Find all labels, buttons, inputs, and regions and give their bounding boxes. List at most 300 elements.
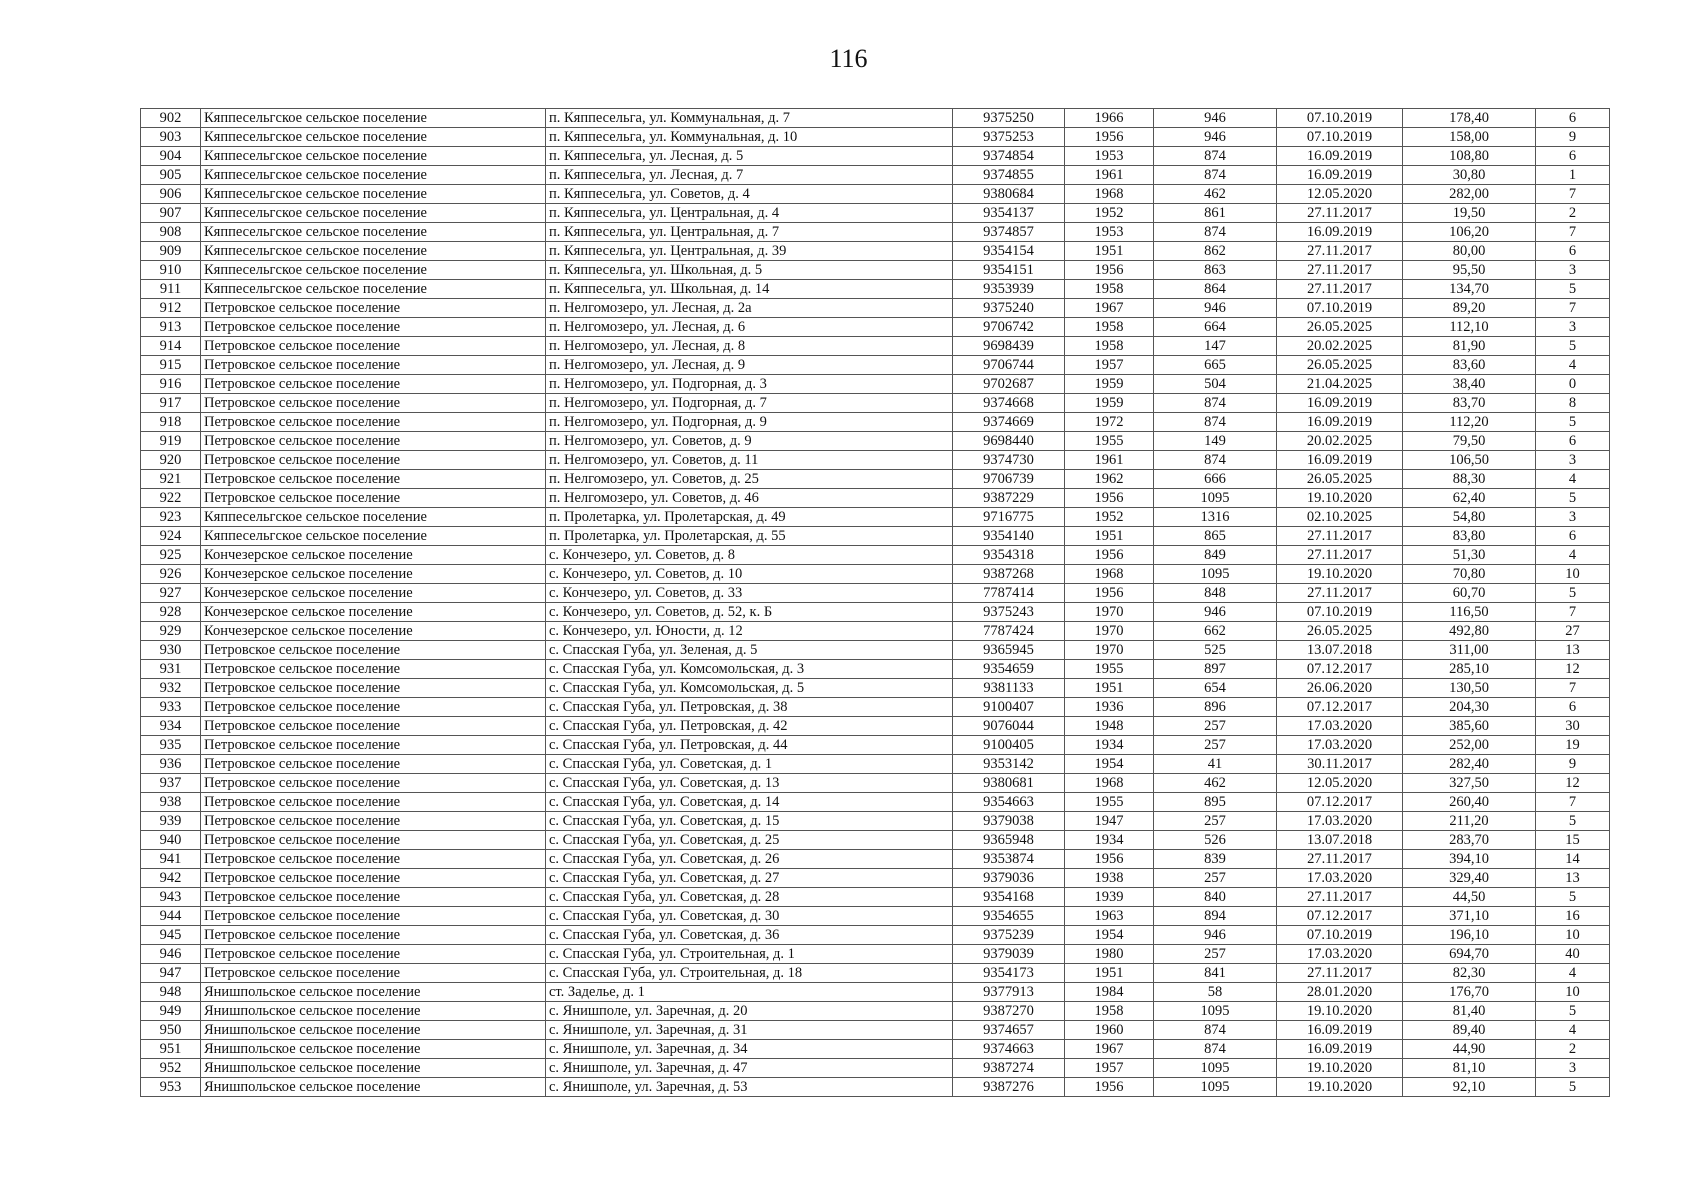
cell-year-built: 1956 [1065, 489, 1154, 508]
cell-doc-number: 257 [1154, 945, 1277, 964]
table-row [141, 375, 1610, 394]
cell-settlement: Петровское сельское поселение [201, 736, 546, 755]
cell-row-number: 938 [141, 793, 201, 812]
cell-year-built: 1956 [1065, 1078, 1154, 1097]
cell-area: 44,50 [1403, 888, 1536, 907]
cell-doc-number: 841 [1154, 964, 1277, 983]
cell-doc-number: 874 [1154, 1021, 1277, 1040]
cell-doc-date: 16.09.2019 [1277, 147, 1403, 166]
cell-residents: 14 [1536, 850, 1610, 869]
cell-year-built: 1962 [1065, 470, 1154, 489]
cell-residents: 5 [1536, 888, 1610, 907]
cell-doc-date: 16.09.2019 [1277, 413, 1403, 432]
cell-year-built: 1956 [1065, 261, 1154, 280]
cell-row-number: 948 [141, 983, 201, 1002]
cell-row-number: 942 [141, 869, 201, 888]
cell-settlement: Петровское сельское поселение [201, 375, 546, 394]
cell-year-built: 1951 [1065, 964, 1154, 983]
cell-address: с. Спасская Губа, ул. Советская, д. 28 [546, 888, 953, 907]
cell-area: 282,40 [1403, 755, 1536, 774]
cell-area: 70,80 [1403, 565, 1536, 584]
cell-year-built: 1951 [1065, 527, 1154, 546]
cell-residents: 3 [1536, 451, 1610, 470]
cell-residents: 5 [1536, 280, 1610, 299]
cell-settlement: Петровское сельское поселение [201, 641, 546, 660]
cell-area: 311,00 [1403, 641, 1536, 660]
cell-object-id: 9381133 [953, 679, 1065, 698]
cell-row-number: 937 [141, 774, 201, 793]
cell-year-built: 1956 [1065, 546, 1154, 565]
cell-row-number: 911 [141, 280, 201, 299]
cell-year-built: 1967 [1065, 299, 1154, 318]
cell-area: 492,80 [1403, 622, 1536, 641]
cell-residents: 12 [1536, 660, 1610, 679]
cell-settlement: Кончезерское сельское поселение [201, 546, 546, 565]
table-row [141, 242, 1610, 261]
cell-row-number: 902 [141, 109, 201, 128]
cell-address: п. Нелгомозеро, ул. Советов, д. 9 [546, 432, 953, 451]
cell-residents: 30 [1536, 717, 1610, 736]
cell-address: п. Кяппесельга, ул. Советов, д. 4 [546, 185, 953, 204]
table-row [141, 166, 1610, 185]
cell-doc-date: 19.10.2020 [1277, 565, 1403, 584]
cell-row-number: 941 [141, 850, 201, 869]
cell-residents: 27 [1536, 622, 1610, 641]
table-row [141, 337, 1610, 356]
cell-doc-number: 665 [1154, 356, 1277, 375]
table-row [141, 793, 1610, 812]
cell-year-built: 1958 [1065, 1002, 1154, 1021]
cell-object-id: 9365948 [953, 831, 1065, 850]
cell-row-number: 923 [141, 508, 201, 527]
cell-address: п. Нелгомозеро, ул. Советов, д. 46 [546, 489, 953, 508]
table-row [141, 451, 1610, 470]
cell-area: 158,00 [1403, 128, 1536, 147]
cell-row-number: 913 [141, 318, 201, 337]
cell-area: 81,10 [1403, 1059, 1536, 1078]
cell-residents: 6 [1536, 432, 1610, 451]
cell-address: п. Кяппесельга, ул. Центральная, д. 7 [546, 223, 953, 242]
cell-row-number: 933 [141, 698, 201, 717]
cell-area: 88,30 [1403, 470, 1536, 489]
cell-doc-date: 07.12.2017 [1277, 907, 1403, 926]
cell-area: 44,90 [1403, 1040, 1536, 1059]
cell-address: с. Спасская Губа, ул. Комсомольская, д. 5 [546, 679, 953, 698]
cell-year-built: 1959 [1065, 394, 1154, 413]
cell-object-id: 9706742 [953, 318, 1065, 337]
cell-settlement: Петровское сельское поселение [201, 413, 546, 432]
cell-object-id: 9354137 [953, 204, 1065, 223]
cell-year-built: 1951 [1065, 242, 1154, 261]
cell-area: 130,50 [1403, 679, 1536, 698]
cell-doc-date: 27.11.2017 [1277, 888, 1403, 907]
table-row [141, 679, 1610, 698]
page-number: 116 [829, 44, 868, 73]
table-row [141, 660, 1610, 679]
cell-year-built: 1958 [1065, 280, 1154, 299]
cell-object-id: 9387229 [953, 489, 1065, 508]
table-row [141, 698, 1610, 717]
cell-address: п. Кяппесельга, ул. Центральная, д. 4 [546, 204, 953, 223]
table-row [141, 831, 1610, 850]
cell-settlement: Янишпольское сельское поселение [201, 1040, 546, 1059]
cell-settlement: Петровское сельское поселение [201, 698, 546, 717]
cell-row-number: 947 [141, 964, 201, 983]
cell-area: 81,40 [1403, 1002, 1536, 1021]
cell-row-number: 910 [141, 261, 201, 280]
table-row [141, 888, 1610, 907]
cell-doc-date: 27.11.2017 [1277, 527, 1403, 546]
cell-settlement: Кончезерское сельское поселение [201, 622, 546, 641]
cell-row-number: 952 [141, 1059, 201, 1078]
cell-year-built: 1970 [1065, 641, 1154, 660]
cell-doc-number: 946 [1154, 299, 1277, 318]
cell-area: 83,80 [1403, 527, 1536, 546]
cell-area: 211,20 [1403, 812, 1536, 831]
table-row [141, 717, 1610, 736]
cell-area: 83,70 [1403, 394, 1536, 413]
cell-address: с. Янишполе, ул. Заречная, д. 31 [546, 1021, 953, 1040]
cell-settlement: Кяппесельгское сельское поселение [201, 128, 546, 147]
cell-address: п. Нелгомозеро, ул. Советов, д. 11 [546, 451, 953, 470]
cell-object-id: 7787424 [953, 622, 1065, 641]
table-body [141, 109, 1610, 1097]
cell-address: с. Спасская Губа, ул. Петровская, д. 44 [546, 736, 953, 755]
cell-doc-date: 13.07.2018 [1277, 641, 1403, 660]
cell-object-id: 9100407 [953, 698, 1065, 717]
cell-year-built: 1947 [1065, 812, 1154, 831]
cell-year-built: 1951 [1065, 679, 1154, 698]
cell-year-built: 1952 [1065, 508, 1154, 527]
cell-residents: 7 [1536, 679, 1610, 698]
cell-residents: 5 [1536, 337, 1610, 356]
cell-year-built: 1968 [1065, 565, 1154, 584]
cell-doc-date: 17.03.2020 [1277, 736, 1403, 755]
cell-address: с. Янишполе, ул. Заречная, д. 53 [546, 1078, 953, 1097]
cell-residents: 5 [1536, 812, 1610, 831]
table-row [141, 850, 1610, 869]
cell-object-id: 9698440 [953, 432, 1065, 451]
cell-year-built: 1968 [1065, 774, 1154, 793]
cell-doc-number: 862 [1154, 242, 1277, 261]
cell-settlement: Кяппесельгское сельское поселение [201, 147, 546, 166]
cell-residents: 3 [1536, 508, 1610, 527]
cell-settlement: Петровское сельское поселение [201, 337, 546, 356]
cell-area: 51,30 [1403, 546, 1536, 565]
cell-settlement: Петровское сельское поселение [201, 318, 546, 337]
cell-address: с. Янишполе, ул. Заречная, д. 34 [546, 1040, 953, 1059]
cell-settlement: Кяппесельгское сельское поселение [201, 261, 546, 280]
cell-object-id: 9374668 [953, 394, 1065, 413]
cell-year-built: 1956 [1065, 584, 1154, 603]
cell-settlement: Петровское сельское поселение [201, 964, 546, 983]
table-row [141, 736, 1610, 755]
cell-address: п. Пролетарка, ул. Пролетарская, д. 55 [546, 527, 953, 546]
cell-year-built: 1952 [1065, 204, 1154, 223]
cell-doc-date: 27.11.2017 [1277, 546, 1403, 565]
cell-doc-number: 664 [1154, 318, 1277, 337]
cell-year-built: 1934 [1065, 831, 1154, 850]
cell-row-number: 926 [141, 565, 201, 584]
cell-doc-number: 848 [1154, 584, 1277, 603]
cell-row-number: 931 [141, 660, 201, 679]
cell-doc-date: 26.05.2025 [1277, 622, 1403, 641]
table-row [141, 565, 1610, 584]
cell-area: 327,50 [1403, 774, 1536, 793]
cell-settlement: Янишпольское сельское поселение [201, 1002, 546, 1021]
cell-address: с. Спасская Губа, ул. Советская, д. 25 [546, 831, 953, 850]
cell-row-number: 919 [141, 432, 201, 451]
cell-settlement: Кяппесельгское сельское поселение [201, 204, 546, 223]
cell-residents: 4 [1536, 1021, 1610, 1040]
cell-doc-number: 41 [1154, 755, 1277, 774]
cell-doc-date: 13.07.2018 [1277, 831, 1403, 850]
cell-row-number: 950 [141, 1021, 201, 1040]
cell-object-id: 9375243 [953, 603, 1065, 622]
cell-object-id: 7787414 [953, 584, 1065, 603]
cell-residents: 7 [1536, 223, 1610, 242]
cell-address: п. Кяппесельга, ул. Коммунальная, д. 10 [546, 128, 953, 147]
cell-residents: 15 [1536, 831, 1610, 850]
table-row [141, 394, 1610, 413]
cell-address: с. Спасская Губа, ул. Советская, д. 30 [546, 907, 953, 926]
cell-address: с. Кончезеро, ул. Юности, д. 12 [546, 622, 953, 641]
cell-object-id: 9374730 [953, 451, 1065, 470]
cell-settlement: Петровское сельское поселение [201, 660, 546, 679]
cell-settlement: Янишпольское сельское поселение [201, 1021, 546, 1040]
cell-doc-number: 526 [1154, 831, 1277, 850]
cell-year-built: 1970 [1065, 603, 1154, 622]
table-row [141, 299, 1610, 318]
cell-residents: 5 [1536, 413, 1610, 432]
cell-object-id: 9354140 [953, 527, 1065, 546]
cell-settlement: Петровское сельское поселение [201, 470, 546, 489]
cell-area: 116,50 [1403, 603, 1536, 622]
cell-residents: 5 [1536, 489, 1610, 508]
cell-residents: 9 [1536, 128, 1610, 147]
cell-object-id: 9374657 [953, 1021, 1065, 1040]
cell-area: 196,10 [1403, 926, 1536, 945]
cell-doc-number: 865 [1154, 527, 1277, 546]
cell-year-built: 1958 [1065, 337, 1154, 356]
cell-doc-date: 27.11.2017 [1277, 204, 1403, 223]
cell-settlement: Петровское сельское поселение [201, 717, 546, 736]
cell-doc-date: 27.11.2017 [1277, 584, 1403, 603]
cell-doc-number: 1095 [1154, 489, 1277, 508]
table-row [141, 204, 1610, 223]
table-row [141, 812, 1610, 831]
cell-address: с. Спасская Губа, ул. Строительная, д. 1 [546, 945, 953, 964]
cell-settlement: Петровское сельское поселение [201, 356, 546, 375]
cell-settlement: Кончезерское сельское поселение [201, 565, 546, 584]
table-row [141, 641, 1610, 660]
cell-area: 38,40 [1403, 375, 1536, 394]
cell-year-built: 1957 [1065, 1059, 1154, 1078]
cell-year-built: 1939 [1065, 888, 1154, 907]
cell-year-built: 1968 [1065, 185, 1154, 204]
cell-object-id: 9379039 [953, 945, 1065, 964]
table-row [141, 1059, 1610, 1078]
cell-year-built: 1963 [1065, 907, 1154, 926]
cell-row-number: 905 [141, 166, 201, 185]
cell-row-number: 917 [141, 394, 201, 413]
cell-year-built: 1984 [1065, 983, 1154, 1002]
cell-area: 106,20 [1403, 223, 1536, 242]
cell-row-number: 932 [141, 679, 201, 698]
cell-address: п. Нелгомозеро, ул. Подгорная, д. 3 [546, 375, 953, 394]
cell-doc-date: 26.05.2025 [1277, 318, 1403, 337]
cell-doc-number: 525 [1154, 641, 1277, 660]
cell-doc-date: 07.12.2017 [1277, 660, 1403, 679]
cell-row-number: 939 [141, 812, 201, 831]
table-row [141, 470, 1610, 489]
cell-residents: 4 [1536, 356, 1610, 375]
table-row [141, 356, 1610, 375]
cell-residents: 13 [1536, 641, 1610, 660]
cell-row-number: 907 [141, 204, 201, 223]
cell-row-number: 906 [141, 185, 201, 204]
table-row [141, 945, 1610, 964]
cell-address: п. Кяппесельга, ул. Коммунальная, д. 7 [546, 109, 953, 128]
cell-address: п. Нелгомозеро, ул. Лесная, д. 2а [546, 299, 953, 318]
table-row [141, 261, 1610, 280]
table-row [141, 280, 1610, 299]
cell-address: с. Спасская Губа, ул. Советская, д. 26 [546, 850, 953, 869]
table-row [141, 983, 1610, 1002]
cell-area: 252,00 [1403, 736, 1536, 755]
cell-object-id: 9706744 [953, 356, 1065, 375]
cell-residents: 0 [1536, 375, 1610, 394]
cell-year-built: 1961 [1065, 451, 1154, 470]
cell-address: с. Янишполе, ул. Заречная, д. 47 [546, 1059, 953, 1078]
cell-doc-number: 1095 [1154, 1002, 1277, 1021]
table-row [141, 1078, 1610, 1097]
cell-doc-date: 19.10.2020 [1277, 1078, 1403, 1097]
cell-residents: 5 [1536, 584, 1610, 603]
cell-settlement: Петровское сельское поселение [201, 945, 546, 964]
cell-row-number: 929 [141, 622, 201, 641]
table-row [141, 1021, 1610, 1040]
cell-address: с. Спасская Губа, ул. Советская, д. 14 [546, 793, 953, 812]
cell-settlement: Петровское сельское поселение [201, 432, 546, 451]
cell-area: 79,50 [1403, 432, 1536, 451]
cell-doc-number: 874 [1154, 451, 1277, 470]
cell-address: с. Янишполе, ул. Заречная, д. 20 [546, 1002, 953, 1021]
cell-settlement: Кончезерское сельское поселение [201, 603, 546, 622]
housing-register-table [140, 108, 1610, 1097]
cell-year-built: 1934 [1065, 736, 1154, 755]
cell-doc-number: 946 [1154, 128, 1277, 147]
cell-row-number: 949 [141, 1002, 201, 1021]
cell-address: с. Кончезеро, ул. Советов, д. 8 [546, 546, 953, 565]
cell-doc-date: 26.06.2020 [1277, 679, 1403, 698]
cell-year-built: 1972 [1065, 413, 1154, 432]
cell-doc-number: 662 [1154, 622, 1277, 641]
cell-doc-number: 896 [1154, 698, 1277, 717]
cell-doc-date: 20.02.2025 [1277, 432, 1403, 451]
table-row [141, 907, 1610, 926]
cell-year-built: 1960 [1065, 1021, 1154, 1040]
cell-year-built: 1938 [1065, 869, 1154, 888]
cell-address: с. Спасская Губа, ул. Советская, д. 36 [546, 926, 953, 945]
table-row [141, 622, 1610, 641]
cell-area: 176,70 [1403, 983, 1536, 1002]
cell-row-number: 935 [141, 736, 201, 755]
cell-doc-date: 27.11.2017 [1277, 850, 1403, 869]
cell-address: с. Кончезеро, ул. Советов, д. 10 [546, 565, 953, 584]
cell-year-built: 1956 [1065, 128, 1154, 147]
cell-doc-date: 07.10.2019 [1277, 109, 1403, 128]
cell-area: 106,50 [1403, 451, 1536, 470]
cell-doc-number: 149 [1154, 432, 1277, 451]
cell-row-number: 930 [141, 641, 201, 660]
table-row [141, 109, 1610, 128]
cell-object-id: 9706739 [953, 470, 1065, 489]
cell-object-id: 9365945 [953, 641, 1065, 660]
cell-settlement: Петровское сельское поселение [201, 888, 546, 907]
cell-address: п. Нелгомозеро, ул. Подгорная, д. 9 [546, 413, 953, 432]
cell-object-id: 9354663 [953, 793, 1065, 812]
cell-object-id: 9374669 [953, 413, 1065, 432]
cell-doc-number: 863 [1154, 261, 1277, 280]
cell-doc-date: 07.12.2017 [1277, 793, 1403, 812]
cell-settlement: Петровское сельское поселение [201, 489, 546, 508]
cell-doc-number: 861 [1154, 204, 1277, 223]
cell-residents: 10 [1536, 565, 1610, 584]
cell-area: 178,40 [1403, 109, 1536, 128]
cell-year-built: 1954 [1065, 755, 1154, 774]
cell-doc-number: 58 [1154, 983, 1277, 1002]
cell-object-id: 9375250 [953, 109, 1065, 128]
cell-settlement: Янишпольское сельское поселение [201, 1078, 546, 1097]
cell-area: 30,80 [1403, 166, 1536, 185]
cell-doc-date: 07.10.2019 [1277, 128, 1403, 147]
cell-object-id: 9379038 [953, 812, 1065, 831]
cell-address: с. Спасская Губа, ул. Советская, д. 1 [546, 755, 953, 774]
cell-area: 95,50 [1403, 261, 1536, 280]
cell-area: 112,20 [1403, 413, 1536, 432]
cell-doc-date: 16.09.2019 [1277, 223, 1403, 242]
cell-row-number: 940 [141, 831, 201, 850]
table-row [141, 128, 1610, 147]
cell-year-built: 1966 [1065, 109, 1154, 128]
cell-object-id: 9076044 [953, 717, 1065, 736]
cell-doc-number: 257 [1154, 869, 1277, 888]
cell-year-built: 1936 [1065, 698, 1154, 717]
cell-doc-number: 895 [1154, 793, 1277, 812]
cell-object-id: 9354655 [953, 907, 1065, 926]
cell-object-id: 9354151 [953, 261, 1065, 280]
cell-doc-date: 16.09.2019 [1277, 1040, 1403, 1059]
cell-year-built: 1959 [1065, 375, 1154, 394]
cell-doc-number: 946 [1154, 926, 1277, 945]
cell-residents: 40 [1536, 945, 1610, 964]
cell-doc-date: 20.02.2025 [1277, 337, 1403, 356]
cell-residents: 5 [1536, 1078, 1610, 1097]
cell-year-built: 1955 [1065, 432, 1154, 451]
cell-area: 108,80 [1403, 147, 1536, 166]
cell-settlement: Кяппесельгское сельское поселение [201, 166, 546, 185]
cell-residents: 10 [1536, 983, 1610, 1002]
cell-residents: 7 [1536, 299, 1610, 318]
cell-doc-number: 946 [1154, 603, 1277, 622]
cell-object-id: 9354659 [953, 660, 1065, 679]
cell-residents: 7 [1536, 603, 1610, 622]
cell-row-number: 925 [141, 546, 201, 565]
cell-area: 283,70 [1403, 831, 1536, 850]
cell-settlement: Петровское сельское поселение [201, 451, 546, 470]
cell-row-number: 922 [141, 489, 201, 508]
